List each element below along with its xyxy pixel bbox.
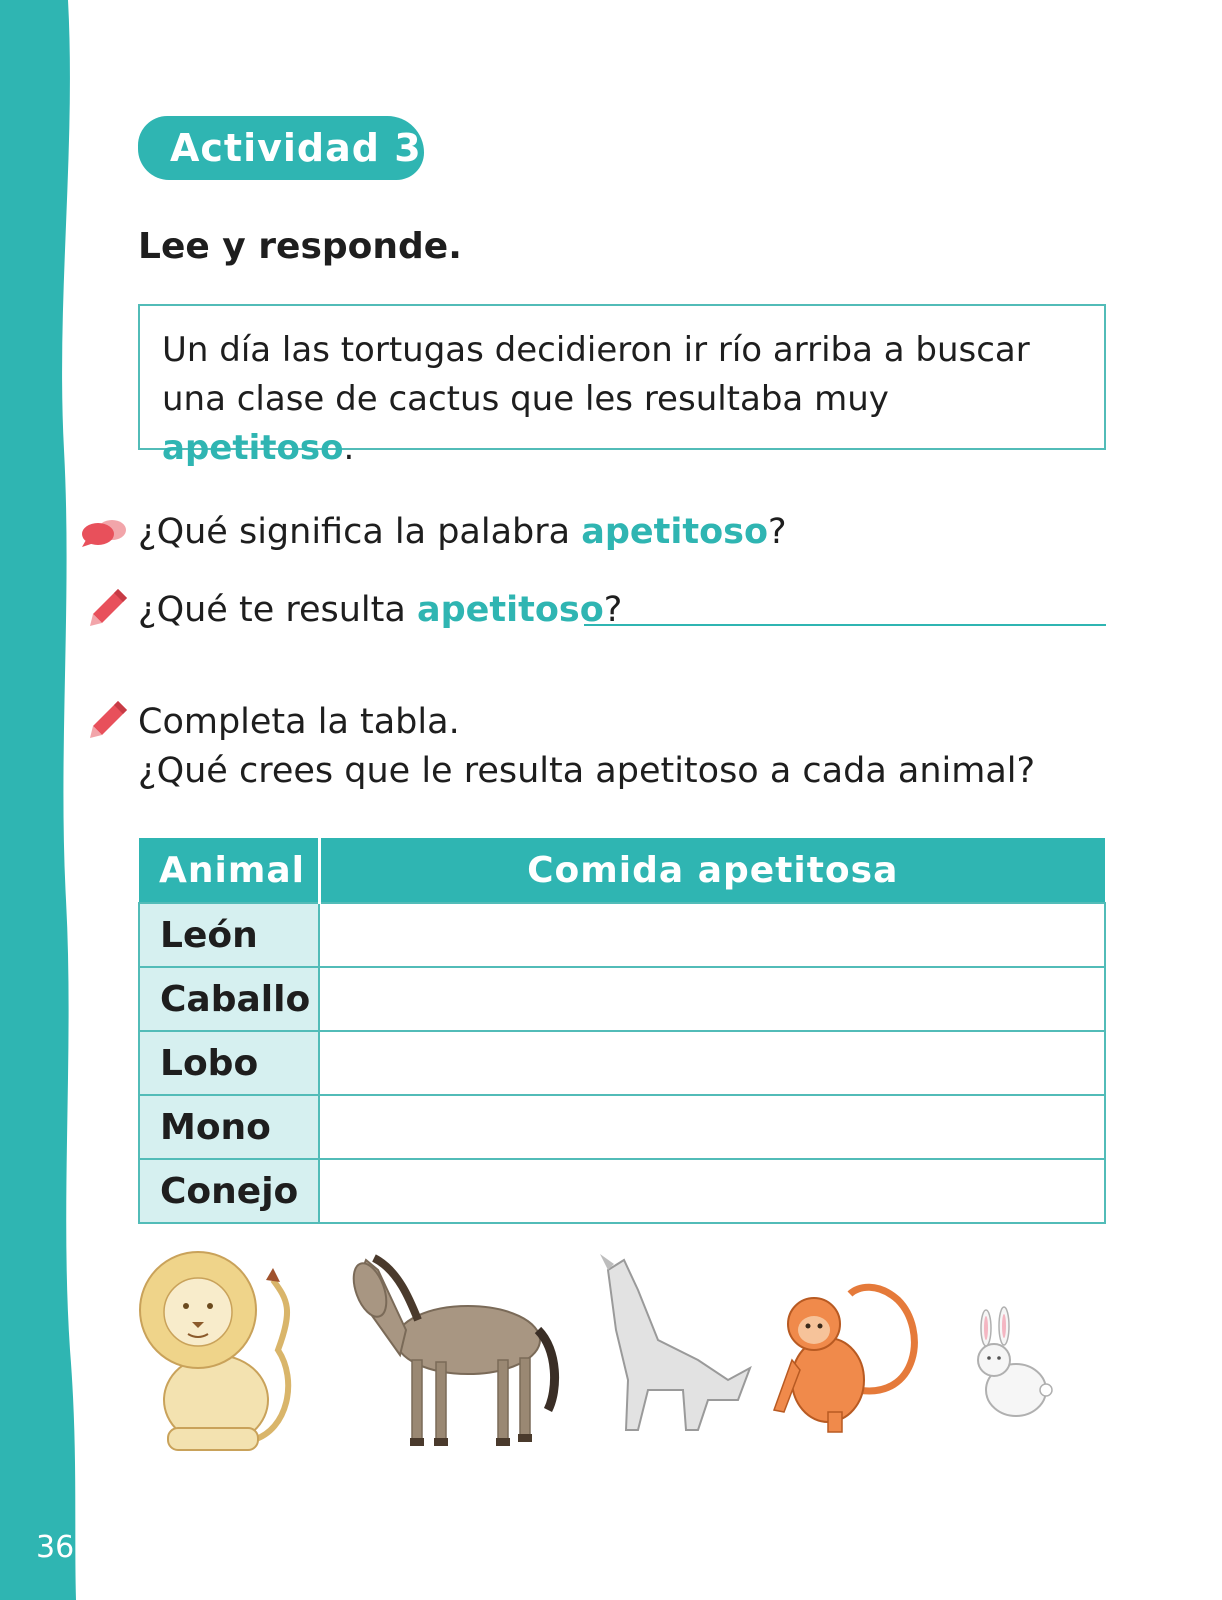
lion-illustration — [140, 1252, 288, 1450]
speech-bubble-icon — [80, 516, 130, 548]
pencil-icon — [88, 586, 130, 628]
activity-label: Actividad 3 — [138, 116, 424, 180]
page-number: 36 — [36, 1530, 75, 1565]
instruction-heading: Lee y responde. — [138, 226, 462, 267]
animal-name: Mono — [139, 1095, 319, 1159]
question-meaning-highlight: apetitoso — [581, 512, 769, 552]
table-row — [139, 967, 1105, 1031]
header-food: Comida apetitosa — [319, 838, 1105, 903]
side-band — [0, 0, 100, 1600]
wolf-illustration — [600, 1254, 750, 1430]
animal-name: Conejo — [139, 1159, 319, 1223]
table-question-line: ¿Qué crees que le resulta apetitoso a cada animal? — [138, 751, 1036, 791]
table-row — [139, 903, 1105, 967]
question-appetizing-text: ¿Qué te resulta — [138, 590, 417, 630]
table-row — [139, 1095, 1105, 1159]
question-appetizing-highlight: apetitoso — [416, 590, 604, 630]
table-instructions — [138, 698, 1035, 796]
passage-highlight: apetitoso — [162, 428, 344, 468]
animal-illustrations — [138, 1240, 1098, 1470]
food-table — [138, 838, 1106, 1224]
table-header-row — [139, 838, 1105, 903]
animal-name: Caballo — [139, 967, 319, 1031]
answer-cell[interactable] — [319, 967, 1105, 1031]
table-row — [139, 1159, 1105, 1223]
answer-cell[interactable] — [319, 903, 1105, 967]
question-meaning-mark: ? — [768, 512, 787, 552]
horse-illustration — [347, 1258, 554, 1446]
animal-name: León — [139, 903, 319, 967]
pencil-icon — [88, 698, 130, 740]
monkey-illustration — [774, 1287, 914, 1432]
answer-cell[interactable] — [319, 1095, 1105, 1159]
answer-cell[interactable] — [319, 1159, 1105, 1223]
question-appetizing-mark: ? — [603, 590, 623, 630]
passage-text: Un día las tortugas decidieron ir río arriba a buscar una clase de cactus que les resultaba muy — [162, 330, 1030, 419]
table-instruction-line: Completa la tabla. — [138, 702, 460, 742]
passage-text-end: . — [343, 428, 355, 468]
answer-line[interactable] — [584, 624, 1106, 626]
rabbit-illustration — [978, 1307, 1052, 1416]
reading-passage — [138, 304, 1106, 468]
question-meaning-text: ¿Qué significa la palabra — [138, 512, 582, 552]
animal-name: Lobo — [139, 1031, 319, 1095]
question-meaning — [138, 512, 787, 552]
question-appetizing — [138, 590, 622, 630]
answer-cell[interactable] — [319, 1031, 1105, 1095]
table-row — [139, 1031, 1105, 1095]
header-animal: Animal — [139, 838, 319, 903]
